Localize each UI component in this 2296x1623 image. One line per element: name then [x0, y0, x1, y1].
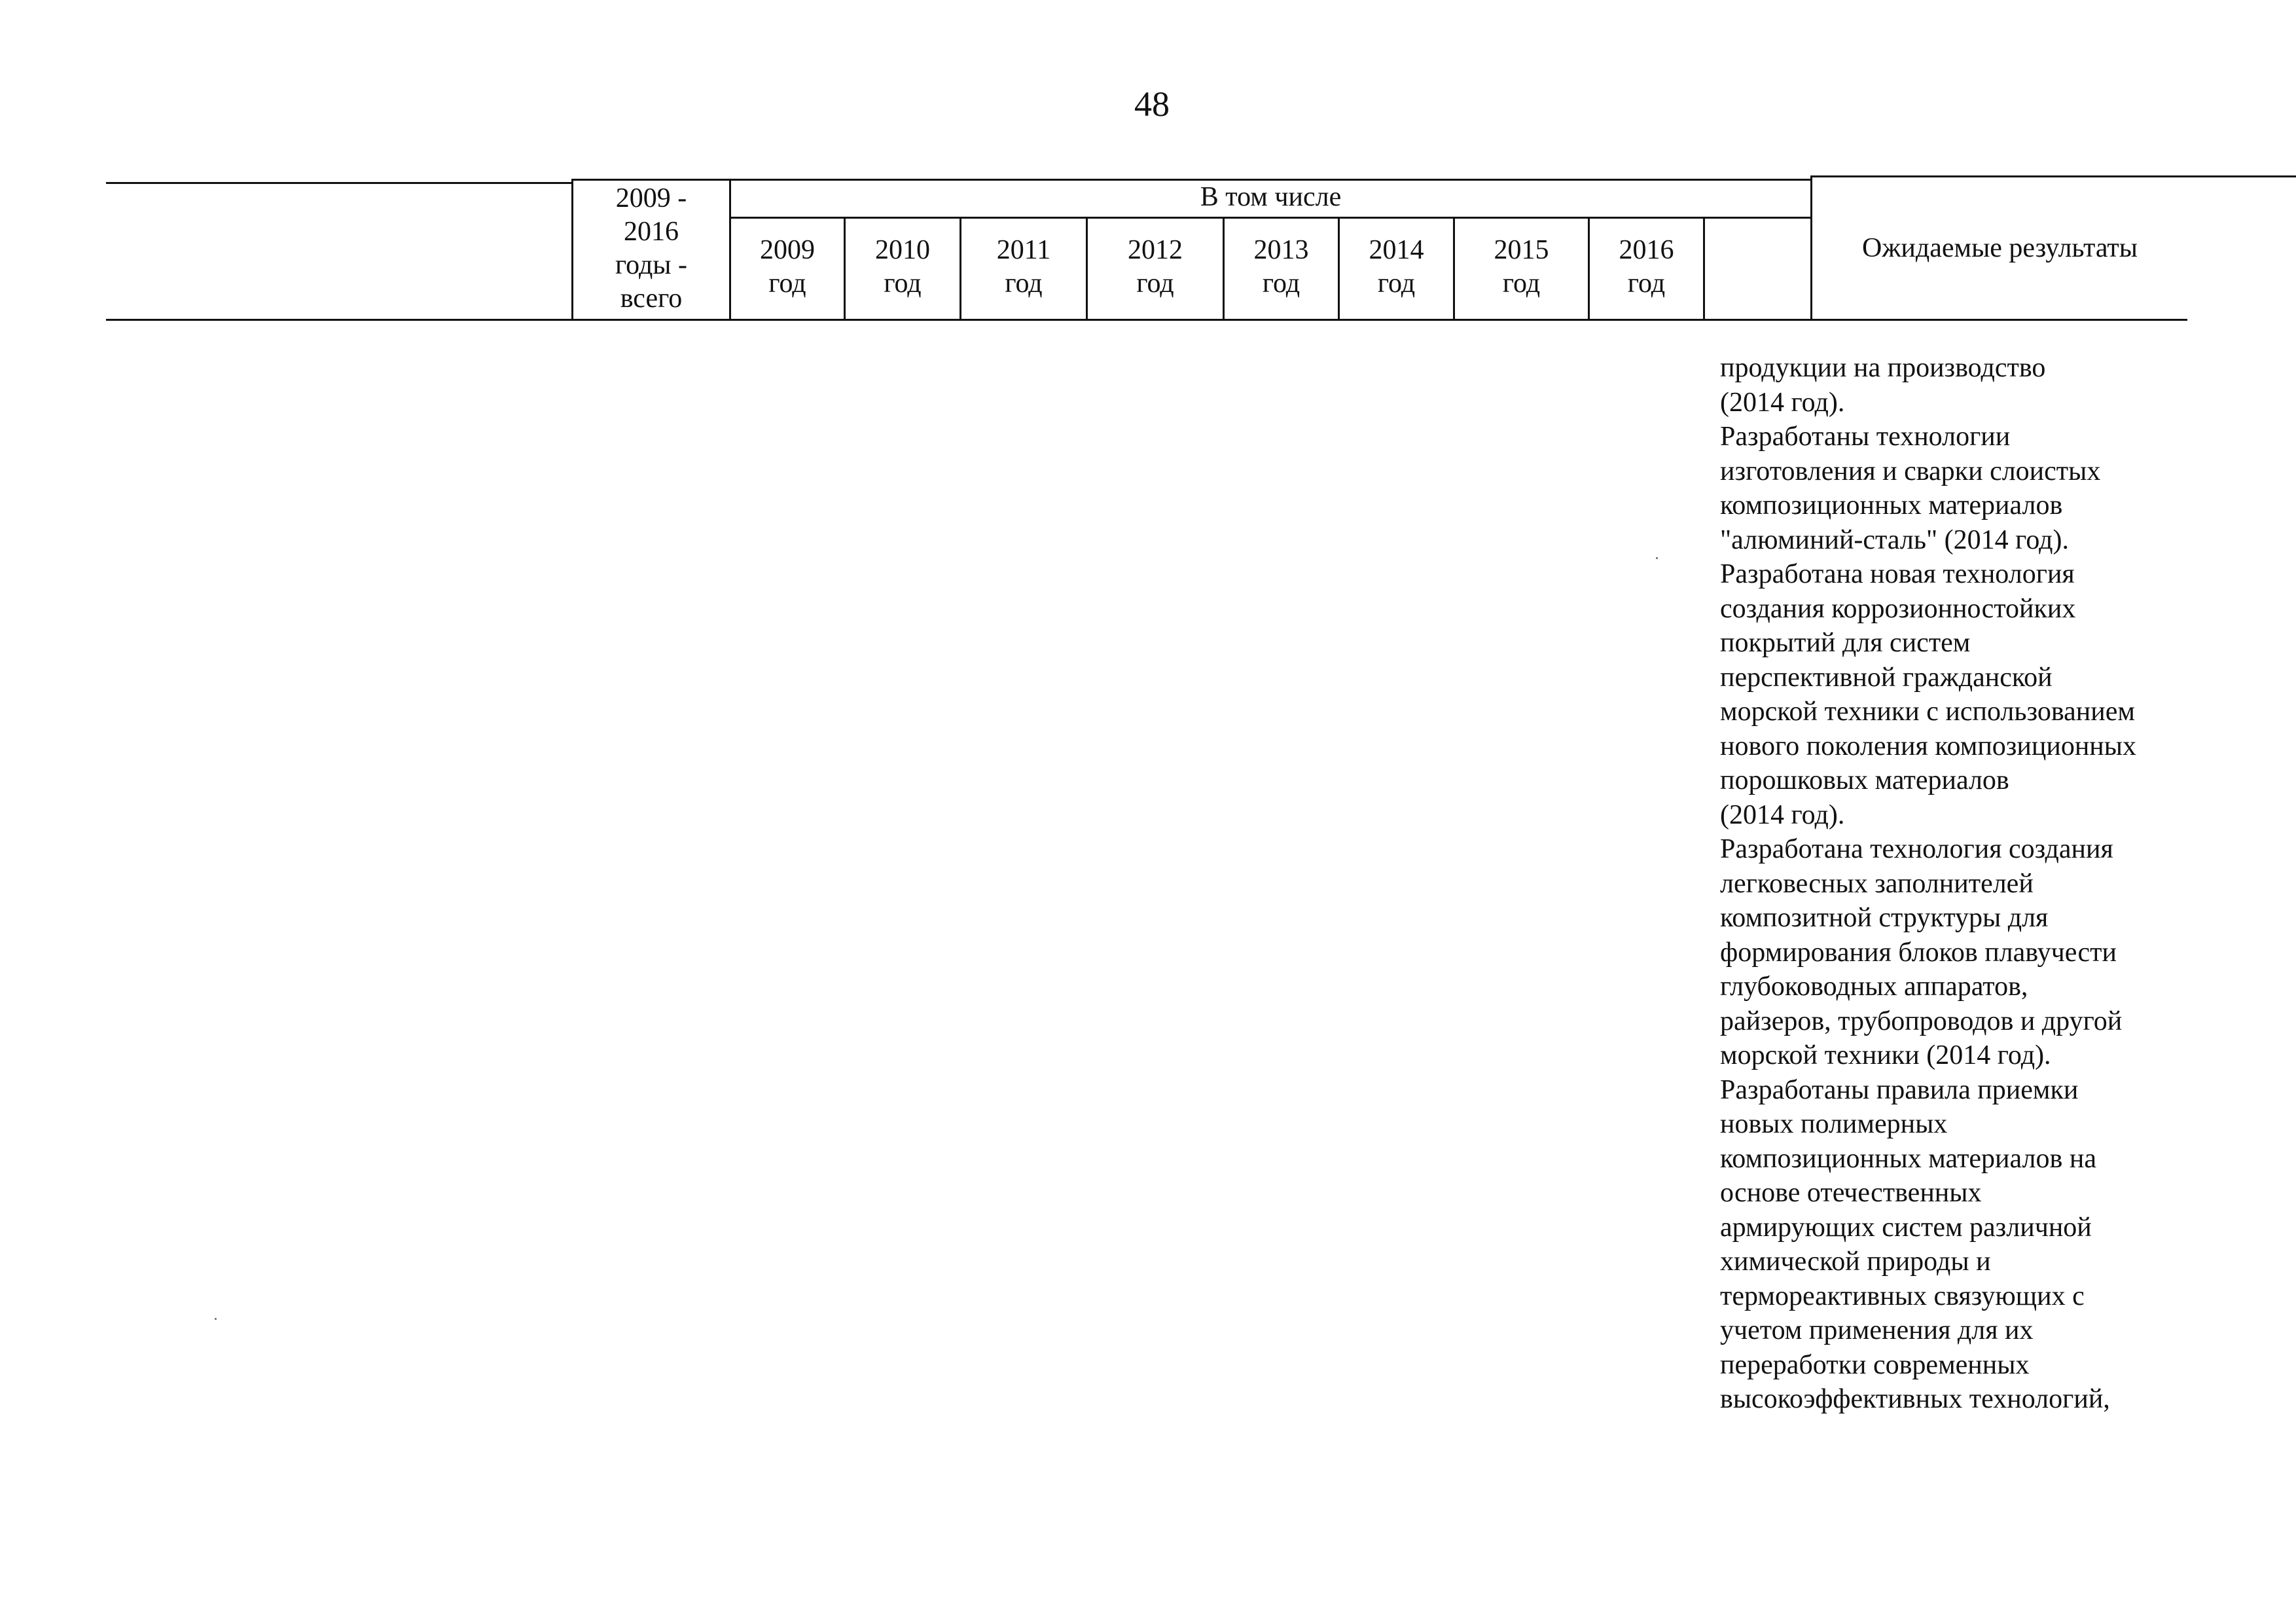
- header-year-2013: 2013 год: [1253, 235, 1309, 299]
- col-divider: [1703, 217, 1705, 320]
- header-year-2011: 2011 год: [996, 235, 1051, 299]
- page-number: 48: [1134, 84, 1170, 124]
- header-expected-results: Ожидаемые результаты: [1862, 233, 2138, 263]
- header-year-2015: 2015 год: [1494, 235, 1549, 299]
- result-paragraph: Разработаны правила приемки новых полимерных композиционных материалов на основе отечественных армирующих систем различной химической природы и термореактивных связующих с учетом применения для их переработки современных высокоэффективных технологий,: [1720, 1074, 2110, 1414]
- header-year-2014: 2014 год: [1369, 235, 1424, 299]
- rule-top-left: [106, 182, 571, 184]
- scan-speck: [1656, 557, 1658, 559]
- header-year-2009: 2009 год: [760, 235, 815, 299]
- header-year-2016: 2016 год: [1619, 235, 1674, 299]
- table-header: [106, 175, 2187, 321]
- result-paragraph: продукции на производство (2014 год).: [1720, 353, 2046, 418]
- header-total-years: 2009 - 2016 годы - всего: [615, 183, 688, 314]
- rule-bottom: [106, 319, 2187, 321]
- result-paragraph: Разработаны технологии изготовления и сварки слоистых композиционных материалов "алюминий-сталь" (2014 год).: [1720, 422, 2101, 555]
- scan-speck: [215, 1318, 217, 1320]
- result-paragraph: Разработана новая технология создания коррозионностойких покрытий для систем перспективной гражданской морской техники с использованием нового поколения композиционных порошковых материалов (2014 год).: [1720, 559, 2136, 830]
- header-in-total: В том числе: [1200, 182, 1342, 212]
- expected-results-text: [1720, 351, 2191, 1417]
- header-year-2010: 2010 год: [875, 235, 930, 299]
- rule-top-right: [1810, 175, 2296, 177]
- header-year-2012: 2012 год: [1128, 235, 1183, 299]
- result-paragraph: Разработана технология создания легковесных заполнителей композитной структуры для формирования блоков плавучести глубоководных аппаратов, райзеров, трубопроводов и другой морской техники (2014 год).: [1720, 834, 2123, 1070]
- rule-subheader: [729, 217, 1810, 219]
